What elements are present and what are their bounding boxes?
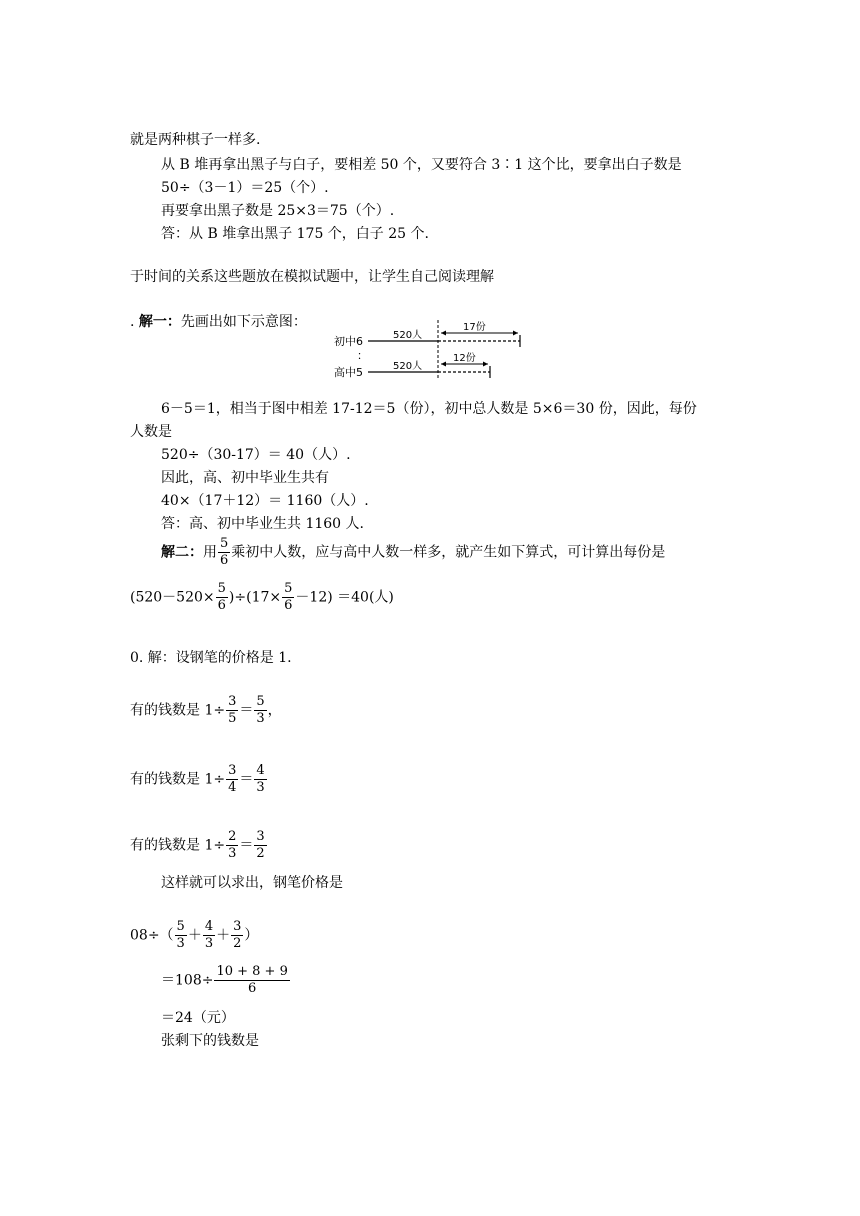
fraction: $\frac{3}{4}$ <box>228 763 237 795</box>
fraction: $\frac{5}{3}$ <box>256 694 265 726</box>
formula-line: (520－520× $\frac{5}{6}$ )÷(17× $\frac{5}{6}$ －12) ＝40(人) <box>130 581 394 613</box>
text-line: 从 B 堆再拿出黑子与白子，要相差 50 个，又要符合 3∶1 这个比，要拿出白子数是 <box>161 157 682 173</box>
text-line: 人数是 <box>130 424 172 440</box>
text-line: 50÷（3－1）＝25（个）. <box>161 180 329 196</box>
text-line: 因此，高、初中毕业生共有 <box>161 470 329 486</box>
fraction: $\frac{10 + 8 + 9}{6}$ <box>216 964 288 996</box>
formula-line: 08÷（ $\frac{5}{3}$ ＋ $\frac{4}{3}$ ＋ $\frac{3}{2}$ ） <box>130 919 259 951</box>
text-line: 再要拿出黑子数是 25×3＝75（个）. <box>161 203 395 219</box>
formula-line: 有的钱数是 1÷ $\frac{3}{4}$ ＝ $\frac{4}{3}$ <box>130 763 265 795</box>
solution-two-line: 解二：用 $\frac{5}{6}$ 乘初中人数，应与高中人数一样多，就产生如下算式，可计算出每份是 <box>161 536 666 568</box>
senior-label: 高中5 <box>334 366 363 379</box>
arrow-17-head-left <box>441 331 446 336</box>
schematic-diagram <box>325 318 530 380</box>
fraction: $\frac{4}{3}$ <box>204 919 214 951</box>
fraction: $\frac{5}{6}$ <box>220 536 229 568</box>
text-line: 就是两种棋子一样多. <box>130 132 261 148</box>
text-line: 6－5＝1，相当于图中相差 17-12＝5（份），初中总人数是 5×6＝30 份，因此，每份 <box>161 401 697 417</box>
arrow-12-head-left <box>441 362 446 367</box>
formula-line: 有的钱数是 1÷ $\frac{2}{3}$ ＝ $\frac{3}{2}$ <box>130 829 265 861</box>
text-line: 0. 解：设钢笔的价格是 1. <box>130 650 292 666</box>
text-line: 这样就可以求出，钢笔价格是 <box>161 875 343 891</box>
text-line: 于时间的关系这些题放在模拟试题中，让学生自己阅读理解 <box>130 269 494 285</box>
formula-line: ＝108÷ $\frac{10 + 8 + 9}{6}$ <box>161 964 288 996</box>
label-17-parts: 17份 <box>463 322 486 333</box>
formula-line: 有的钱数是 1÷ $\frac{3}{5}$ ＝ $\frac{5}{3}$ ， <box>130 694 282 726</box>
text-line: 520÷（30-17）＝ 40（人）. <box>161 447 351 463</box>
fraction: $\frac{5}{6}$ <box>284 581 293 613</box>
text-line: 40×（17＋12）＝ 1160（人）. <box>161 493 369 509</box>
arrow-17-head-right <box>513 331 518 336</box>
fraction: $\frac{2}{3}$ <box>228 829 237 861</box>
segment-520-top: 520人 <box>393 330 423 341</box>
fraction: $\frac{5}{6}$ <box>217 581 226 613</box>
label-12-parts: 12份 <box>453 353 476 364</box>
answer-line: 答：从 B 堆拿出黑子 175 个，白子 25 个. <box>161 226 429 242</box>
solution-heading: . 解一：先画出如下示意图： <box>130 314 307 330</box>
fraction: $\frac{5}{3}$ <box>176 919 185 951</box>
fraction: $\frac{4}{3}$ <box>256 763 265 795</box>
fraction: $\frac{3}{5}$ <box>228 694 237 726</box>
answer-line: 答：高、初中毕业生共 1160 人. <box>161 516 364 532</box>
junior-label: 初中6 <box>334 335 363 348</box>
text-line: ＝24（元） <box>161 1010 235 1026</box>
arrow-12-head-right <box>483 362 488 367</box>
fraction: $\frac{3}{2}$ <box>256 829 265 861</box>
ratio-colon: ： <box>357 349 368 362</box>
segment-520-bottom: 520人 <box>393 361 423 372</box>
text-line: 张剩下的钱数是 <box>161 1033 259 1049</box>
fraction: $\frac{3}{2}$ <box>233 919 242 951</box>
